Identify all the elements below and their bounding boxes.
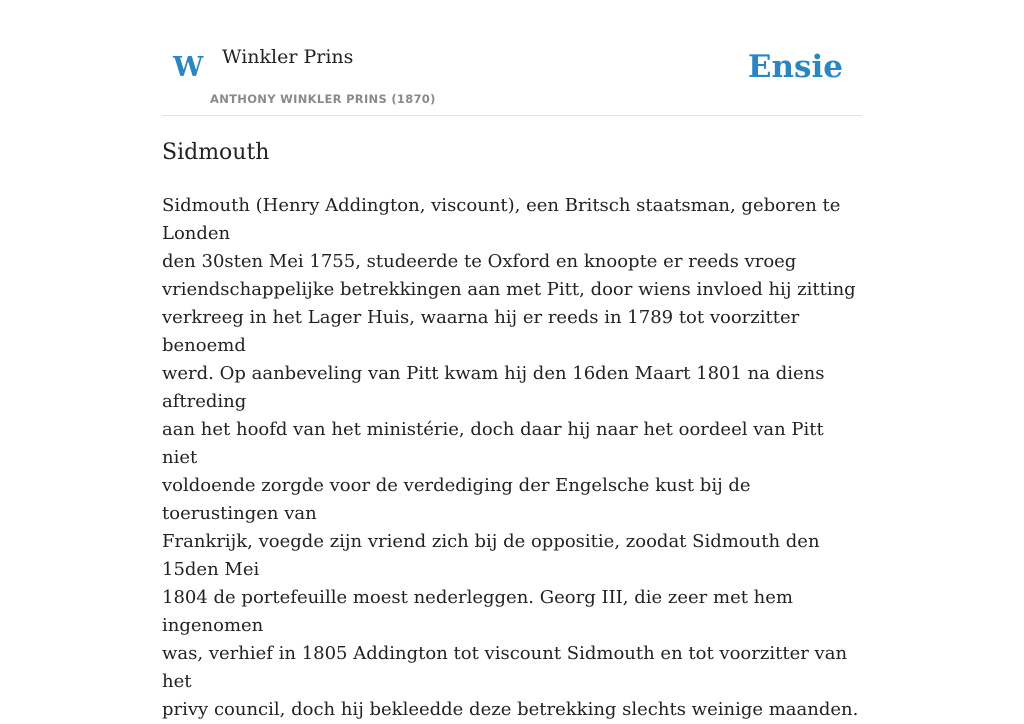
body-line: was, verhief in 1805 Addington tot viscount Sidmouth en tot voorzitter van het <box>162 643 848 692</box>
body-line: werd. Op aanbeveling van Pitt kwam hij den 16den Maart 1801 na diens aftreding <box>162 363 825 412</box>
body-line: vriendschappelijke betrekkingen aan met Pitt, door wiens invloed hij zitting <box>162 279 856 300</box>
body-line: aan het hoofd van het ministérie, doch daar hij naar het oordeel van Pitt niet <box>162 419 824 468</box>
body-line: den 30sten Mei 1755, studeerde te Oxford en knoopte er reeds vroeg <box>162 251 797 272</box>
article-title: Sidmouth <box>162 140 270 165</box>
body-line: Frankrijk, voegde zijn vriend zich bij de oppositie, zoodat Sidmouth den 15den Mei <box>162 531 820 580</box>
winkler-prins-logo[interactable]: W <box>173 52 204 83</box>
source-title[interactable]: Winkler Prins <box>222 46 354 68</box>
body-line: verkreeg in het Lager Huis, waarna hij er reeds in 1789 tot voorzitter benoemd <box>162 307 800 356</box>
source-header <box>162 36 862 116</box>
source-subtitle: ANTHONY WINKLER PRINS (1870) <box>210 92 436 106</box>
body-line: privy council, doch hij bekleedde deze betrekking slechts weinige maanden. <box>162 699 859 720</box>
article-body <box>162 192 862 724</box>
body-line: 1804 de portefeuille moest nederleggen. Georg III, die zeer met hem ingenomen <box>162 587 793 636</box>
body-line: voldoende zorgde voor de verdediging der Engelsche kust bij de toerustingen van <box>162 475 751 524</box>
ensie-logo[interactable]: Ensie <box>747 49 843 85</box>
body-line: Sidmouth (Henry Addington, viscount), een Britsch staatsman, geboren te Londen <box>162 195 841 244</box>
